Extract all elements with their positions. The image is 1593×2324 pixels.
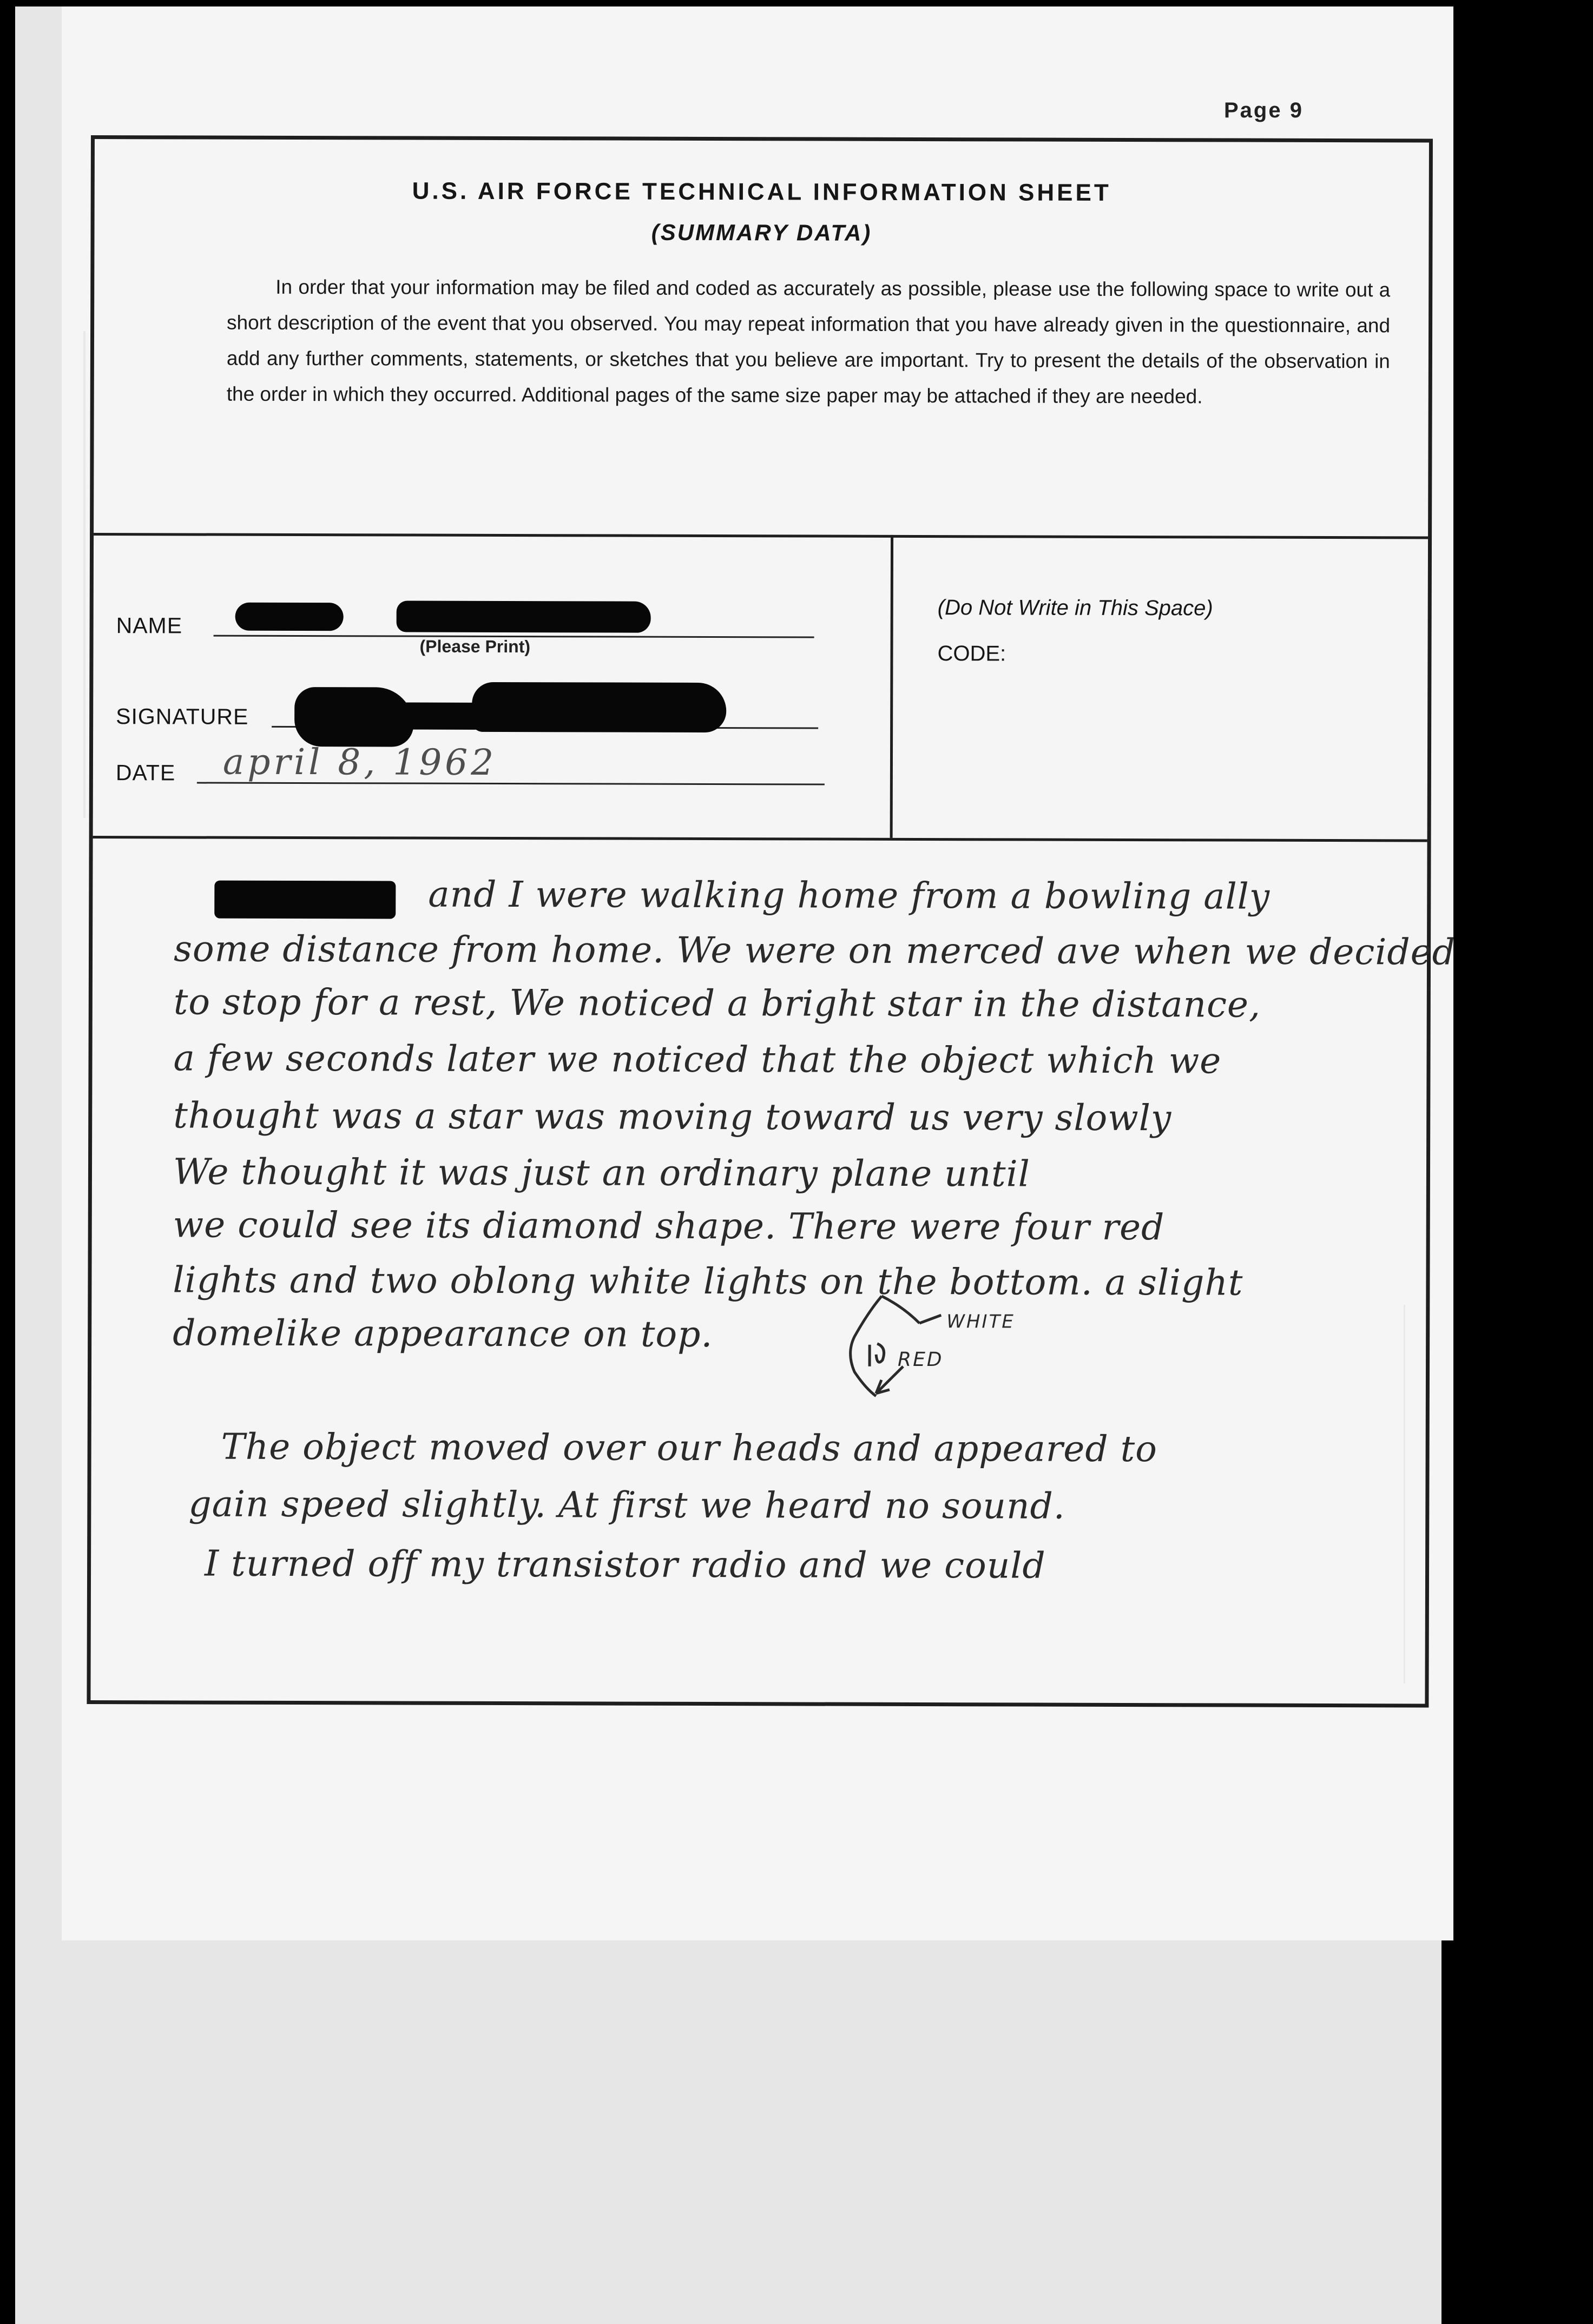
narrative-line: some distance from home. We were on merced ave when we decided xyxy=(173,928,1456,973)
sketch-white-label: WHITE xyxy=(946,1311,1015,1333)
narrative-line: a few seconds later we noticed that the object which we xyxy=(173,1037,1222,1082)
narrative-line: lights and two oblong white lights on the bottom. a slight xyxy=(173,1259,1243,1304)
narrative-line: We thought it was just an ordinary plane until xyxy=(173,1151,1030,1195)
film-scratch xyxy=(83,331,85,818)
sketch-red-label: RED xyxy=(898,1348,944,1371)
form-title: U.S. AIR FORCE TECHNICAL INFORMATION SHEET xyxy=(412,177,1111,206)
narrative-line: domelike appearance on top. xyxy=(173,1312,713,1356)
narrative-line: gain speed slightly. At first we heard no sound. xyxy=(188,1483,1065,1527)
narrative-line: The object moved over our heads and appeared to xyxy=(221,1425,1158,1470)
narrative-line: to stop for a rest, We noticed a bright star in the distance, xyxy=(173,981,1261,1026)
name-label: NAME xyxy=(116,613,183,638)
form-subtitle: (SUMMARY DATA) xyxy=(651,219,872,246)
signature-label: SIGNATURE xyxy=(116,704,249,729)
narrative-line: thought was a star was moving toward us very slowly xyxy=(173,1094,1172,1139)
name-redaction xyxy=(397,600,651,632)
witness-name-redaction xyxy=(214,881,396,919)
page-number: Page 9 xyxy=(1224,98,1304,122)
office-use-divider xyxy=(890,535,893,838)
object-sketch xyxy=(817,1285,958,1410)
header-divider xyxy=(94,533,1428,539)
please-print-note: (Please Print) xyxy=(419,636,531,657)
technical-information-sheet xyxy=(87,135,1456,1707)
form-instructions: In order that your information may be filed and coded as accurately as possible, please use the following space to write out a short description of the event that you observed. You may repeat information that you have already given in the questionnaire, and add any further comments, statements, or sketches that you believe are important. Try to present the details of the observation in the order in which they occurred. Additional pages of the same size paper may be attached if they are needed. xyxy=(226,275,1391,408)
office-use-note: (Do Not Write in This Space) xyxy=(937,596,1213,620)
narrative-line: I turned off my transistor radio and we could xyxy=(204,1542,1046,1587)
signature-redaction xyxy=(472,682,726,732)
name-redaction xyxy=(235,603,344,631)
narrative-line: and I were walking home from a bowling ally xyxy=(428,873,1271,917)
date-label: DATE xyxy=(115,760,176,785)
code-label: CODE: xyxy=(937,642,1006,666)
narrative-line: we could see its diamond shape. There were four red xyxy=(173,1204,1165,1249)
date-value: april 8, 1962 xyxy=(222,741,497,783)
narrative-divider xyxy=(93,836,1427,842)
